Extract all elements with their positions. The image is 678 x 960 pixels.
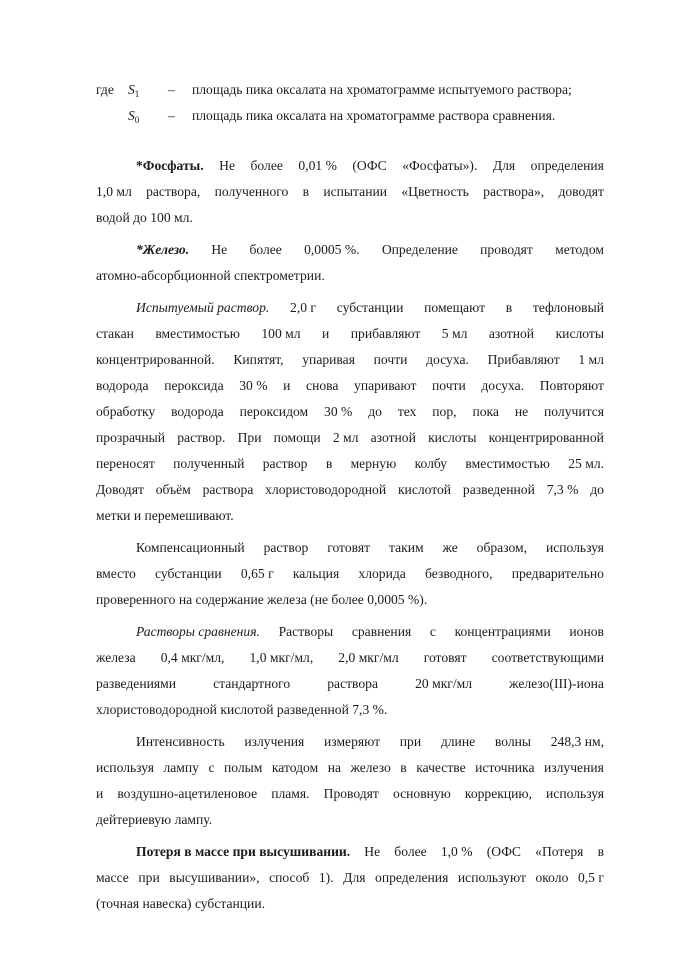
word: При (237, 430, 262, 445)
word: упаривают (354, 378, 417, 393)
paragraph-line (96, 868, 604, 888)
word: раствор. (177, 430, 226, 445)
word: 0,5 г (577, 870, 604, 885)
word: на (327, 760, 341, 775)
word: 0,0005 %. (304, 242, 360, 257)
word: таким (388, 540, 424, 555)
paragraph-line (96, 324, 604, 344)
word: пока (472, 404, 499, 419)
word: сравнения (351, 624, 412, 639)
word: в (325, 456, 333, 471)
word: 0,4 мкг/мл, (160, 650, 225, 665)
word: железа (96, 650, 136, 665)
word: почти (373, 352, 408, 367)
word: Не (211, 242, 228, 257)
paragraph-line: атомно-абсорбционной спектрометрии. (96, 268, 325, 283)
word: железо (350, 760, 391, 775)
definition-text: площадь пика оксалата на хроматограмме раствора сравнения. (192, 108, 556, 123)
word: Определение (381, 242, 458, 257)
word: кислоты (428, 430, 477, 445)
word: колбу (414, 456, 448, 471)
word: Для (343, 870, 366, 885)
word: прозрачный (96, 430, 166, 445)
paragraph-line: (точная навеска) субстанции. (96, 896, 265, 911)
word: 2,0 г (290, 300, 316, 315)
word: более (250, 158, 283, 173)
word: вместимостью (465, 456, 550, 471)
word: воздушно-ацетиленовое (117, 786, 258, 801)
word: кальция (292, 566, 340, 581)
subscript: 0 (134, 115, 140, 125)
word: раствора», (483, 184, 545, 199)
word: излучения (543, 760, 604, 775)
word: длине (440, 734, 476, 749)
word: в (400, 760, 407, 775)
word: вместимостью (155, 326, 240, 341)
word: до (590, 482, 604, 497)
word: лампу (163, 760, 199, 775)
paragraph-reference (96, 622, 604, 642)
word: пероксида (164, 378, 224, 393)
word: раствор (263, 540, 309, 555)
word: полученный (173, 456, 245, 471)
word: с (429, 624, 436, 639)
word: 5 мл (441, 326, 468, 341)
subheading-test-solution: Испытуемый раствор. (136, 300, 270, 315)
word: испытании (323, 184, 388, 199)
paragraph-test-solution (96, 298, 604, 318)
word: помещают (424, 300, 486, 315)
paragraph-iron (96, 240, 604, 260)
word: при (399, 734, 422, 749)
definition-text: площадь пика оксалата на хроматограмме испытуемого раствора; (192, 82, 572, 97)
word: 25 мл. (568, 456, 604, 471)
word: получится (544, 404, 604, 419)
word: более (249, 242, 282, 257)
word: и (96, 786, 104, 801)
word: переносят (96, 456, 155, 471)
paragraph-line (96, 480, 604, 500)
word: образом, (476, 540, 528, 555)
word: почти (431, 378, 466, 393)
paragraph-line (96, 648, 604, 668)
word: волны (494, 734, 532, 749)
paragraph-line: водой до 100 мл. (96, 210, 193, 225)
word: раствора, (146, 184, 201, 199)
word: в (597, 844, 604, 859)
word: вместо (96, 566, 136, 581)
word: Компенсационный (136, 540, 245, 555)
word: около (535, 870, 569, 885)
word: более (394, 844, 427, 859)
word: Не (219, 158, 236, 173)
word: 248,3 нм, (550, 734, 604, 749)
word: полым (223, 760, 263, 775)
paragraph-line: проверенного на содержание железа (не более 0,0005 %). (96, 592, 428, 607)
word: пламя. (271, 786, 310, 801)
word: (ОФС (352, 158, 387, 173)
word: массе (96, 870, 129, 885)
word: субстанции (154, 566, 222, 581)
paragraph-compensation (96, 538, 604, 558)
word: определения (375, 870, 449, 885)
word: Проводят (323, 786, 379, 801)
word: же (442, 540, 458, 555)
word: коррекцию, (464, 786, 532, 801)
word: «Потеря (535, 844, 584, 859)
word: 0,01 % (298, 158, 337, 173)
word: Интенсивность (136, 734, 225, 749)
paragraph-line: метки и перемешивают. (96, 508, 234, 523)
word: 0,65 г (240, 566, 274, 581)
word: 1,0 мл (96, 184, 132, 199)
word: концентрированной (488, 430, 604, 445)
word: 1,0 мкг/мл, (249, 650, 314, 665)
section-heading-phosphates: *Фосфаты. (136, 158, 204, 173)
word: разведенной (462, 482, 535, 497)
word: S (128, 108, 135, 123)
word: 2,0 мкг/мл (338, 650, 399, 665)
word: тех (397, 404, 417, 419)
paragraph-line (96, 350, 604, 370)
word: упаривая (302, 352, 355, 367)
word: 2 мл (332, 430, 359, 445)
word: Повторяют (539, 378, 604, 393)
word: хлористоводородной (265, 482, 387, 497)
word: до (368, 404, 382, 419)
paragraph-loss-on-drying (96, 842, 604, 862)
word: используют (457, 870, 526, 885)
word: субстанции (336, 300, 404, 315)
word: соответствующими (491, 650, 604, 665)
word: раствор (262, 456, 308, 471)
word: S (128, 82, 135, 97)
symbol-s1 (128, 80, 168, 100)
word: 7,3 % (546, 482, 579, 497)
paragraph-line (96, 564, 604, 584)
word: в (302, 184, 310, 199)
paragraph-line: хлористоводородной кислотой разведенной 7,3 %. (96, 702, 388, 717)
paragraph-line: дейтериевую лампу. (96, 812, 213, 827)
word: методом (555, 242, 604, 257)
word: способ (269, 870, 310, 885)
word: тефлоновый (532, 300, 604, 315)
word: кислотой (397, 482, 452, 497)
word: раствора (202, 482, 254, 497)
word: и (283, 378, 291, 393)
section-heading-iron: *Железо. (136, 242, 190, 257)
word: определения (530, 158, 604, 173)
paragraph-intensity (96, 732, 604, 752)
word: готовят (423, 650, 467, 665)
word: концентрированной. (96, 352, 215, 367)
word: водорода (96, 378, 149, 393)
word: помощи (273, 430, 321, 445)
word: досуха. (426, 352, 469, 367)
word: ионов (569, 624, 604, 639)
definition-prefix: где (96, 82, 114, 97)
word: катодом (271, 760, 319, 775)
word: пор, (432, 404, 457, 419)
word: 1). (318, 870, 334, 885)
paragraph-line (96, 784, 604, 804)
word: источника (475, 760, 535, 775)
word: безводного, (425, 566, 493, 581)
word: и (322, 326, 330, 341)
word: не (514, 404, 529, 419)
paragraph-line (96, 428, 604, 448)
word: Растворы (278, 624, 334, 639)
word: досуха. (481, 378, 525, 393)
word: Не (364, 844, 381, 859)
word: разведениями (96, 676, 177, 691)
paragraph-phosphates (96, 156, 604, 176)
word: проводят (480, 242, 533, 257)
paragraph-line (96, 674, 604, 694)
word: азотной (370, 430, 416, 445)
paragraph-line (96, 402, 604, 422)
word: основную (392, 786, 451, 801)
paragraph-line (96, 758, 604, 778)
word: готовят (327, 540, 371, 555)
word: высушивании», (169, 870, 260, 885)
word: 30 % (239, 378, 268, 393)
word: с (208, 760, 215, 775)
word: объём (155, 482, 191, 497)
word: при (138, 870, 160, 885)
word: кислоты (555, 326, 604, 341)
paragraph-line (96, 376, 604, 396)
word: 1 мл (578, 352, 604, 367)
word: пероксидом (239, 404, 309, 419)
word: излучения (244, 734, 305, 749)
word: стакан (96, 326, 134, 341)
subheading-reference-solutions: Растворы сравнения. (136, 624, 260, 639)
word: (ОФС (486, 844, 522, 859)
paragraph-line (96, 182, 604, 202)
word: стандартного (213, 676, 291, 691)
subscript: 1 (134, 89, 140, 99)
word: прибавляют (350, 326, 421, 341)
word: используя (545, 540, 604, 555)
word: водорода (171, 404, 224, 419)
word: 20 мкг/мл (415, 676, 473, 691)
definition-s1: где $S_1$ – площадь пика оксалата на хроматограмме испытуемого раствора; (96, 82, 572, 99)
word: измеряют (324, 734, 381, 749)
definition-s0: $S_0$ – площадь пика оксалата на хроматограмме раствора сравнения. (128, 108, 556, 125)
word: железо(III)-иона (509, 676, 604, 691)
word: доводят (558, 184, 604, 199)
word: снова (306, 378, 339, 393)
word: Прибавляют (487, 352, 560, 367)
word: качестве (416, 760, 466, 775)
word: мерную (350, 456, 397, 471)
word: Для (492, 158, 516, 173)
document-page (96, 80, 604, 914)
word: 30 % (324, 404, 353, 419)
word: концентрациями (454, 624, 551, 639)
word: обработку (96, 404, 156, 419)
word: раствора (327, 676, 379, 691)
paragraph-line (96, 454, 604, 474)
word: полученного (214, 184, 289, 199)
word: «Цветность (401, 184, 469, 199)
word: хлорида (358, 566, 406, 581)
word: азотной (488, 326, 535, 341)
section-heading-loss-on-drying: Потеря в массе при высушивании. (136, 844, 351, 859)
word: «Фосфаты»). (402, 158, 478, 173)
word: предварительно (511, 566, 604, 581)
word: Доводят (96, 482, 144, 497)
symbol-s0 (128, 106, 168, 126)
word: 1,0 % (440, 844, 473, 859)
word: используя (96, 760, 154, 775)
word: 100 мл (261, 326, 301, 341)
word: Кипятят, (233, 352, 284, 367)
word: в (505, 300, 513, 315)
word: используя (546, 786, 604, 801)
